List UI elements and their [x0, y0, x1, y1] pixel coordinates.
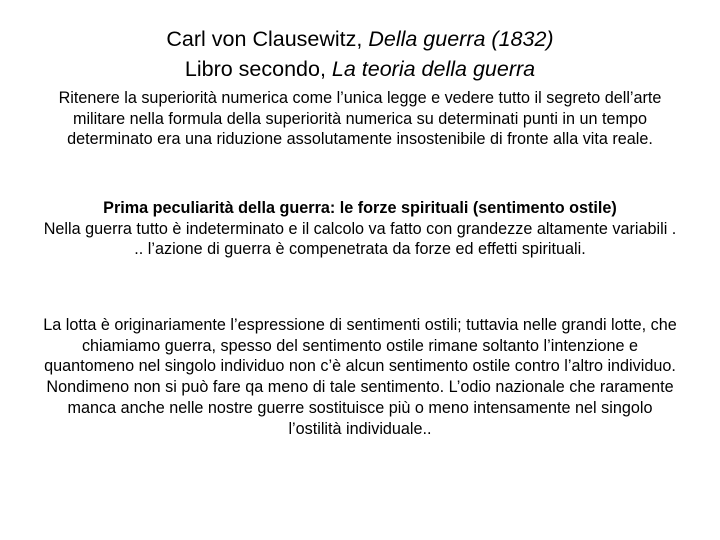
title-book: Libro secondo, — [184, 57, 332, 81]
title-book-name: La teoria della guerra — [331, 57, 536, 81]
title-work: Della guerra (1832) — [368, 27, 554, 51]
section-2-text: Nella guerra tutto è indeterminato e il calcolo va fatto con grandezze altamente variabili . .. l’azione di guerra è compenetrata da forze ed effetti spirituali. — [43, 219, 677, 259]
paragraph-3-text: La lotta è originariamente l’espressione di sentimenti ostili; tuttavia nelle grandi lotte, che chiamiamo guerra, spesso del sentimento ostile rimane soltanto l’intenzione e quantomeno nel singolo individuo non c’è alcun sentimento ostile contro l’altro individuo. Nondimeno non si può fare qa meno di tale sentimento. L’odio nazionale che raramente manca anche nelle nostre guerre sostituisce più o meno intensamente nel singolo l’ostilità individuale.. — [43, 316, 677, 438]
title-line-2 — [0, 54, 720, 84]
slide-title — [0, 24, 720, 84]
title-line-1 — [0, 24, 720, 54]
title-author: Carl von Clausewitz, — [166, 27, 369, 51]
paragraph-3 — [40, 315, 680, 439]
paragraph-1-text: Ritenere la superiorità numerica come l’unica legge e vedere tutto il segreto dell’arte militare nella formula della superiorità numerica su determinati punti in un tempo determinato era una riduzione assolutamente insostenibile di fronte alla vita reale. — [58, 89, 662, 149]
section-2-heading: Prima peculiarità della guerra: le forze spirituali (sentimento ostile) — [103, 199, 617, 217]
section-2 — [40, 198, 680, 260]
paragraph-1 — [40, 88, 680, 150]
